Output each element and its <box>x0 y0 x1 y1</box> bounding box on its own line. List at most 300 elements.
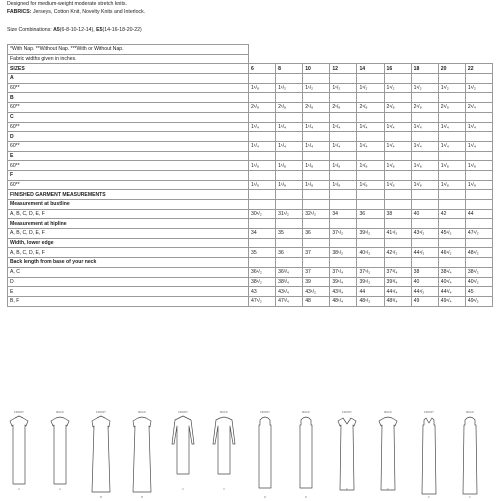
table-cell <box>384 200 411 210</box>
table-cell: 41¹/₂ <box>384 229 411 239</box>
table-cell <box>330 258 357 268</box>
table-cell <box>330 151 357 161</box>
nap-legend: *With Nap. **Without Nap. ***With or Without Nap. <box>8 45 249 55</box>
table-cell <box>357 170 384 180</box>
table-cell <box>384 170 411 180</box>
table-row <box>8 258 493 268</box>
table-cell: 49 <box>411 296 438 306</box>
row-label: Width, lower edge <box>8 238 249 248</box>
table-cell: 43¹/₄ <box>276 287 303 297</box>
table-cell: 1¹/₈ <box>384 161 411 171</box>
dress-sketch-icon <box>209 414 239 498</box>
size-header-18: 18 <box>411 64 438 74</box>
table-cell <box>276 200 303 210</box>
table-cell <box>438 112 465 122</box>
table-cell: 30¹/₂ <box>249 209 276 219</box>
sketch-caption: FRONT <box>260 410 270 414</box>
table-cell: 39¹/₂ <box>357 277 384 287</box>
intro-block <box>7 0 493 34</box>
table-cell <box>276 151 303 161</box>
table-cell: 49¹/₂ <box>465 296 492 306</box>
table-cell: 38¹/₂ <box>330 248 357 258</box>
table-cell: 1¹/₂ <box>276 83 303 93</box>
table-cell <box>303 112 330 122</box>
table-cell: 1¹/₄ <box>330 141 357 151</box>
intro-line-fabrics <box>7 8 493 16</box>
dress-sketch-icon <box>455 414 485 498</box>
table-cell: 44¹/₄ <box>384 287 411 297</box>
table-cell: 1¹/₄ <box>330 122 357 132</box>
table-cell: 43 <box>249 287 276 297</box>
dress-sketch-icon <box>127 414 157 498</box>
table-cell: 38¹/₄ <box>438 267 465 277</box>
table-cell: 2¹/₈ <box>438 103 465 113</box>
dress-sketch-icon <box>291 414 321 498</box>
table-row <box>8 161 493 171</box>
sketch-caption: BACK <box>384 410 392 414</box>
sketch-caption: FRONT <box>96 410 106 414</box>
table-cell: 40 <box>411 209 438 219</box>
table-cell <box>330 112 357 122</box>
table-cell: 1¹/₈ <box>276 161 303 171</box>
sketch-view-letter: A <box>18 488 20 491</box>
table-cell <box>249 200 276 210</box>
dress-sketch-icon <box>250 414 280 498</box>
table-cell: 43³/₄ <box>330 287 357 297</box>
table-cell: 1¹/₄ <box>303 122 330 132</box>
sketch-view-letter: B <box>100 496 102 499</box>
table-row <box>8 190 493 200</box>
garment-sketches <box>0 410 500 501</box>
table-row <box>8 238 493 248</box>
table-cell: 2¹/₈ <box>411 103 438 113</box>
table-cell <box>465 170 492 180</box>
table-cell <box>303 190 330 200</box>
dress-sketch-icon <box>373 414 403 498</box>
table-cell <box>276 132 303 142</box>
table-cell: 31¹/₂ <box>276 209 303 219</box>
table-cell <box>357 219 384 229</box>
table-row <box>8 74 493 84</box>
row-label: E <box>8 287 249 297</box>
table-cell <box>411 93 438 103</box>
table-row <box>8 229 493 239</box>
sizes-label: SIZES <box>8 64 249 74</box>
table-cell <box>249 170 276 180</box>
combo-e5-label: E5 <box>96 26 103 33</box>
table-cell <box>276 238 303 248</box>
table-cell <box>438 200 465 210</box>
table-cell: 1¹/₄ <box>411 141 438 151</box>
table-cell <box>384 132 411 142</box>
table-cell <box>276 93 303 103</box>
table-cell <box>357 238 384 248</box>
table-cell <box>411 200 438 210</box>
table-cell <box>438 170 465 180</box>
table-cell: 48¹/₄ <box>330 296 357 306</box>
table-cell <box>330 190 357 200</box>
table-cell: 36¹/₂ <box>249 267 276 277</box>
sketch-caption: FRONT <box>342 410 352 414</box>
table-cell: 1¹/₈ <box>411 161 438 171</box>
table-cell <box>357 132 384 142</box>
sketch-view-letter: F <box>469 496 471 499</box>
dress-sketch-icon <box>168 414 198 498</box>
table-cell: 1¹/₄ <box>384 122 411 132</box>
table-cell: 38¹/₂ <box>465 267 492 277</box>
table-cell: 47¹/₂ <box>249 296 276 306</box>
sketch-view-letter: B <box>141 496 143 499</box>
table-cell: 37¹/₂ <box>330 229 357 239</box>
table-cell: 1¹/₂ <box>303 83 330 93</box>
row-label: A, B, C, D, E, F <box>8 209 249 219</box>
row-label: D <box>8 132 249 142</box>
table-cell: 37¹/₂ <box>357 267 384 277</box>
table-cell: 39 <box>303 277 330 287</box>
dress-sketch-icon <box>414 414 444 498</box>
sketch-view-letter: E <box>346 488 348 491</box>
size-header-6: 6 <box>249 64 276 74</box>
table-cell: 1¹/₈ <box>249 180 276 190</box>
size-header-12: 12 <box>330 64 357 74</box>
table-cell: 48¹/₂ <box>465 248 492 258</box>
size-header-22: 22 <box>465 64 492 74</box>
table-cell <box>411 190 438 200</box>
table-cell: 45 <box>465 287 492 297</box>
table-cell <box>276 219 303 229</box>
table-cell <box>438 93 465 103</box>
table-cell <box>411 132 438 142</box>
table-cell: 40 <box>411 277 438 287</box>
row-label: Back length from base of your neck <box>8 258 249 268</box>
sketch-caption: BACK <box>302 410 310 414</box>
table-cell: 32¹/₂ <box>303 209 330 219</box>
table-cell: 1¹/₈ <box>303 180 330 190</box>
row-label: F <box>8 170 249 180</box>
sketch-view-letter: C <box>223 488 225 491</box>
table-cell <box>249 93 276 103</box>
yardage-table <box>7 44 493 307</box>
table-cell: 38 <box>411 267 438 277</box>
table-cell: 2¹/₈ <box>303 103 330 113</box>
table-cell <box>249 219 276 229</box>
table-cell: 47¹/₂ <box>465 229 492 239</box>
table-cell <box>357 190 384 200</box>
table-cell: 1¹/₂ <box>384 83 411 93</box>
table-row <box>8 219 493 229</box>
table-cell <box>411 170 438 180</box>
table-cell: 39³/₄ <box>384 277 411 287</box>
row-label: 60** <box>8 161 249 171</box>
table-cell: 1¹/₈ <box>357 180 384 190</box>
table-cell: 49¹/₄ <box>438 296 465 306</box>
table-cell: 48¹/₂ <box>357 296 384 306</box>
table-cell: 2¹/₄ <box>465 103 492 113</box>
table-cell: 1¹/₄ <box>276 141 303 151</box>
table-cell: 44 <box>465 209 492 219</box>
table-row <box>8 200 493 210</box>
table-cell <box>357 112 384 122</box>
table-cell: 44³/₄ <box>438 287 465 297</box>
row-label: A, C <box>8 267 249 277</box>
table-cell <box>330 93 357 103</box>
table-cell: 1¹/₄ <box>465 122 492 132</box>
row-label: Measurement at bustline <box>8 200 249 210</box>
table-cell: 1¹/₈ <box>249 83 276 93</box>
dress-sketch-icon <box>86 414 116 498</box>
table-cell <box>303 93 330 103</box>
sketch-view-letter: D <box>305 496 307 499</box>
sketch-view-letter: F <box>428 496 430 499</box>
size-header-14: 14 <box>357 64 384 74</box>
table-cell <box>465 200 492 210</box>
table-row <box>8 170 493 180</box>
dress-sketch-icon <box>332 414 362 498</box>
table-cell: 1¹/₂ <box>330 83 357 93</box>
note-row-widths <box>8 54 493 64</box>
table-cell: 1¹/₄ <box>249 141 276 151</box>
row-label: A, B, C, D, E, F <box>8 248 249 258</box>
table-row <box>8 287 493 297</box>
row-label: Measurement at hipline <box>8 219 249 229</box>
table-cell: 2¹/₈ <box>357 103 384 113</box>
table-cell: 34 <box>249 229 276 239</box>
table-cell: 1¹/₈ <box>465 161 492 171</box>
table-cell: 1¹/₄ <box>384 141 411 151</box>
sizes-header-row <box>8 64 493 74</box>
combos-label: Size Combinations: <box>7 26 52 33</box>
table-cell <box>303 132 330 142</box>
table-cell: 46¹/₂ <box>438 248 465 258</box>
table-cell: 1¹/₈ <box>330 180 357 190</box>
table-cell: 38 <box>384 209 411 219</box>
table-cell: 39¹/₂ <box>357 229 384 239</box>
table-cell <box>465 190 492 200</box>
table-cell: 44¹/₂ <box>411 248 438 258</box>
table-cell <box>465 219 492 229</box>
row-label: B <box>8 93 249 103</box>
table-cell: 45¹/₂ <box>438 229 465 239</box>
table-cell <box>249 112 276 122</box>
table-cell <box>303 74 330 84</box>
table-cell <box>438 74 465 84</box>
table-cell <box>465 112 492 122</box>
table-cell <box>438 238 465 248</box>
table-row <box>8 277 493 287</box>
table-cell: 35 <box>249 248 276 258</box>
sketch-caption: BACK <box>56 410 64 414</box>
table-cell: 1¹/₄ <box>357 141 384 151</box>
table-cell <box>357 258 384 268</box>
table-cell <box>303 151 330 161</box>
table-cell <box>303 258 330 268</box>
table-cell: 1¹/₂ <box>465 83 492 93</box>
table-cell <box>465 258 492 268</box>
table-cell <box>357 74 384 84</box>
table-row <box>8 248 493 258</box>
combo-a5-sizes: (6-8-10-12-14), <box>59 26 95 33</box>
table-cell: 44 <box>357 287 384 297</box>
table-row <box>8 83 493 93</box>
table-cell <box>276 258 303 268</box>
row-label: 60** <box>8 103 249 113</box>
table-cell: 48 <box>303 296 330 306</box>
table-row <box>8 267 493 277</box>
table-cell <box>465 74 492 84</box>
sketch-view-letter: D <box>264 496 266 499</box>
table-cell <box>303 219 330 229</box>
table-cell <box>411 219 438 229</box>
table-cell: 37¹/₄ <box>330 267 357 277</box>
table-cell <box>276 74 303 84</box>
table-cell <box>384 151 411 161</box>
table-cell: 2¹/₈ <box>330 103 357 113</box>
table-cell <box>276 170 303 180</box>
fabrics-text: Jerseys, Cotton Knit, Novelty Knits and Interlock. <box>31 9 146 16</box>
table-cell: 38¹/₂ <box>249 277 276 287</box>
table-cell <box>384 238 411 248</box>
table-cell: 1¹/₄ <box>303 141 330 151</box>
sketch-view-letter: A <box>59 488 61 491</box>
sketch-caption: FRONT <box>178 410 188 414</box>
table-cell <box>330 132 357 142</box>
table-cell <box>411 151 438 161</box>
table-cell: 1¹/₂ <box>357 83 384 93</box>
dress-sketch-icon <box>4 414 34 498</box>
row-label: 60** <box>8 141 249 151</box>
table-cell: 1¹/₈ <box>303 161 330 171</box>
size-header-16: 16 <box>384 64 411 74</box>
dress-sketch-icon <box>45 414 75 498</box>
row-label: B, F <box>8 296 249 306</box>
table-cell <box>249 151 276 161</box>
sketch-caption: BACK <box>220 410 228 414</box>
combo-a5-label: A5 <box>53 26 60 33</box>
row-label: A <box>8 74 249 84</box>
table-cell <box>276 112 303 122</box>
row-label: 60** <box>8 180 249 190</box>
table-cell: 1¹/₈ <box>411 180 438 190</box>
table-cell: 2¹/₈ <box>249 103 276 113</box>
table-cell <box>384 93 411 103</box>
table-cell <box>303 238 330 248</box>
table-cell <box>330 200 357 210</box>
table-cell <box>438 258 465 268</box>
row-label: D <box>8 277 249 287</box>
table-cell: 1¹/₈ <box>384 180 411 190</box>
table-cell: 1¹/₄ <box>411 122 438 132</box>
intro-line-size-combinations <box>7 26 493 34</box>
table-cell: 42 <box>438 209 465 219</box>
table-cell <box>303 200 330 210</box>
table-cell: 1¹/₄ <box>249 122 276 132</box>
table-cell: 1¹/₈ <box>330 161 357 171</box>
table-cell <box>357 200 384 210</box>
table-cell: 39¹/₄ <box>330 277 357 287</box>
sketch-view-letter: C <box>182 488 184 491</box>
table-cell: 1¹/₈ <box>438 161 465 171</box>
table-cell <box>438 219 465 229</box>
table-cell <box>330 170 357 180</box>
sketch-caption: BACK <box>138 410 146 414</box>
table-cell: 1¹/₂ <box>411 83 438 93</box>
table-cell <box>330 219 357 229</box>
table-cell <box>465 93 492 103</box>
table-cell <box>411 238 438 248</box>
table-cell <box>249 258 276 268</box>
table-cell: 34 <box>330 209 357 219</box>
table-cell: 2¹/₈ <box>276 103 303 113</box>
table-row <box>8 141 493 151</box>
table-cell: 40¹/₄ <box>438 277 465 287</box>
table-cell: 40¹/₂ <box>357 248 384 258</box>
table-cell: 37 <box>303 248 330 258</box>
table-row <box>8 151 493 161</box>
table-cell <box>438 190 465 200</box>
table-cell: 1¹/₄ <box>276 122 303 132</box>
sketch-view-letter: E <box>387 488 389 491</box>
row-label: 60** <box>8 83 249 93</box>
table-cell <box>384 74 411 84</box>
table-cell: 40¹/₂ <box>465 277 492 287</box>
table-cell: 36 <box>303 229 330 239</box>
row-label: E <box>8 151 249 161</box>
table-cell: 1¹/₄ <box>357 122 384 132</box>
table-cell: 35 <box>276 229 303 239</box>
table-cell <box>411 258 438 268</box>
table-cell: 43¹/₂ <box>411 229 438 239</box>
table-cell <box>438 151 465 161</box>
table-cell: 1¹/₈ <box>276 180 303 190</box>
table-cell <box>438 132 465 142</box>
row-label: FINISHED GARMENT MEASUREMENTS <box>8 190 249 200</box>
table-cell <box>384 190 411 200</box>
note-row-nap <box>8 45 493 55</box>
table-cell <box>384 258 411 268</box>
table-cell <box>384 112 411 122</box>
table-cell: 37 <box>303 267 330 277</box>
sketch-caption: FRONT <box>424 410 434 414</box>
table-cell <box>465 238 492 248</box>
table-row <box>8 112 493 122</box>
table-cell <box>384 219 411 229</box>
table-cell <box>249 238 276 248</box>
table-cell <box>357 93 384 103</box>
combo-e5-sizes: (14-16-18-20-22) <box>102 26 142 33</box>
table-cell: 36 <box>357 209 384 219</box>
table-cell: 43¹/₂ <box>303 287 330 297</box>
table-cell: 1¹/₈ <box>465 180 492 190</box>
sketch-caption: BACK <box>466 410 474 414</box>
table-row <box>8 103 493 113</box>
table-cell: 37³/₄ <box>384 267 411 277</box>
table-row <box>8 296 493 306</box>
table-cell: 36 <box>276 248 303 258</box>
table-cell: 1¹/₈ <box>249 161 276 171</box>
table-cell <box>303 170 330 180</box>
table-cell <box>330 238 357 248</box>
table-cell: 1¹/₈ <box>357 161 384 171</box>
size-header-8: 8 <box>276 64 303 74</box>
size-header-10: 10 <box>303 64 330 74</box>
table-row <box>8 132 493 142</box>
row-label: A, B, C, D, E, F <box>8 229 249 239</box>
table-cell: 48³/₄ <box>384 296 411 306</box>
table-cell <box>276 190 303 200</box>
table-cell <box>411 74 438 84</box>
table-cell: 36³/₄ <box>276 267 303 277</box>
row-label: 60** <box>8 122 249 132</box>
